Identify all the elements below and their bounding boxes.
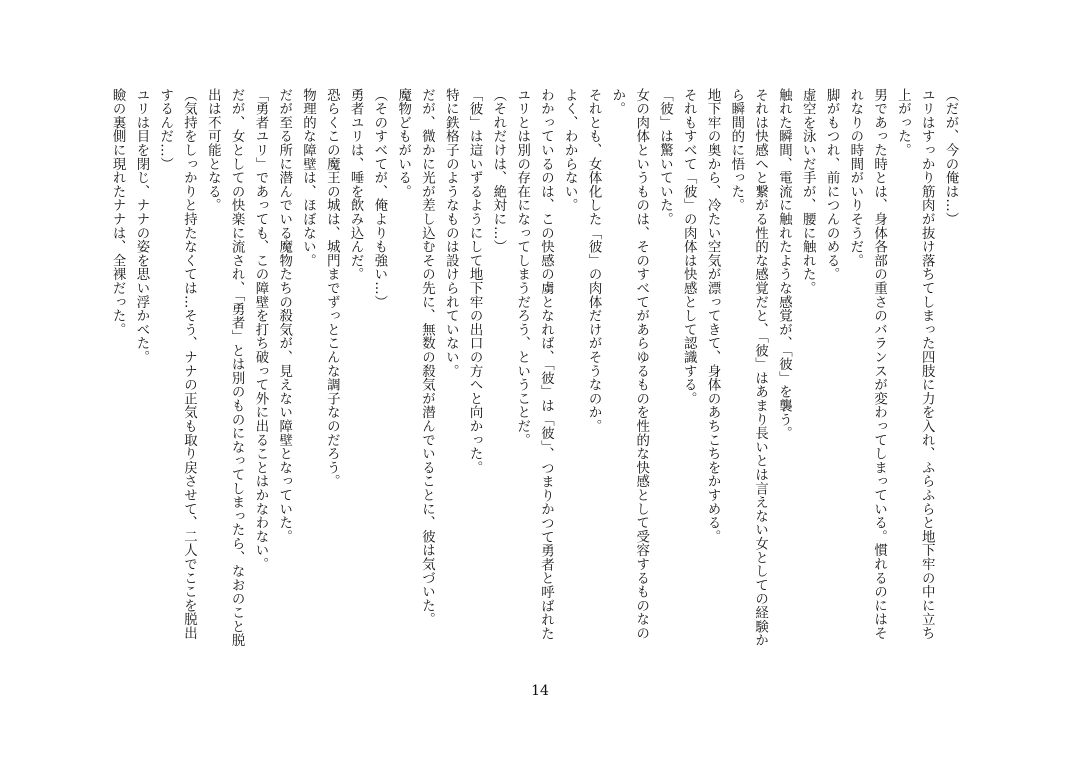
text-line: 上がった。 bbox=[895, 88, 911, 157]
text-line: か。 bbox=[609, 88, 625, 116]
text-line: （それだけは、絶対に…） bbox=[490, 88, 506, 254]
text-line: 地下牢の奥から、冷たい空気が漂ってきて、身体のあちこちをかすめる。 bbox=[705, 88, 721, 544]
text-line: 「勇者ユリ」であっても、この障壁を打ち破って外に出ることはかなわない。 bbox=[252, 88, 268, 571]
text-line: 「彼」は這いずるようにして地下牢の出口の方へと向かった。 bbox=[467, 88, 483, 475]
text-line: 瞼の裏側に現れたナナは、全裸だった。 bbox=[110, 88, 126, 337]
page-number: 14 bbox=[531, 683, 549, 699]
text-line: 脚がもつれ、前につんのめる。 bbox=[824, 88, 840, 282]
text-line: よく、わからない。 bbox=[562, 88, 578, 213]
text-line: ユリは目を閉じ、ナナの姿を思い浮かべた。 bbox=[133, 88, 149, 364]
text-line: （気持をしっかりと持たなくては…そう、ナナの正気も取り戻させて、二人でここを脱出 bbox=[181, 88, 197, 640]
text-line: するんだ…） bbox=[157, 88, 173, 171]
text-line: それとも、女体化した「彼」の肉体だけがそうなのか。 bbox=[586, 88, 602, 433]
text-line: （そのすべてが、俺よりも強い…） bbox=[371, 88, 387, 309]
text-line: だが、女としての快楽に流され、「勇者」とは別のものになってしまったら、なおのこと脱 bbox=[229, 88, 245, 648]
text-line: 虚空を泳いだ手が、腰に触れた。 bbox=[800, 88, 816, 295]
text-line: 物理的な障壁は、ほぼない。 bbox=[300, 88, 316, 268]
text-line: 「彼」は驚いていた。 bbox=[657, 88, 673, 226]
text-line: れなりの時間がいりそうだ。 bbox=[847, 88, 863, 268]
text-line: それもすべて「彼」の肉体は快感として認識する。 bbox=[681, 88, 697, 406]
text-line: ユリはすっかり筋肉が抜け落ちてしまった四肢に力を入れ、ふらふらと地下牢の中に立ち bbox=[919, 88, 935, 640]
text-line: ら瞬間的に悟った。 bbox=[728, 88, 744, 213]
text-line: だが、微かに光が差し込むその先に、無数の殺気が潜んでいることに、彼は気づいた。 bbox=[419, 88, 435, 627]
text-line: わかっているのは、この快感の虜となれば、「彼」は「彼」、つまりかつて勇者と呼ばれた bbox=[538, 88, 554, 641]
text-line: それは快感へと繋がる性的な感覚だと、「彼」はあまり長いとは言えない女としての経験か bbox=[752, 88, 768, 648]
text-line: ユリとは別の存在になってしまうだろう、ということだ。 bbox=[514, 88, 530, 447]
text-line: 特に鉄格子のようなものは設けられていない。 bbox=[443, 88, 459, 378]
text-line: 女の肉体というものは、そのすべてがあらゆるものを性的な快感として受容するものなの bbox=[633, 88, 649, 640]
vertical-text-body bbox=[110, 88, 962, 663]
text-line: 出は不可能となる。 bbox=[205, 88, 221, 213]
text-line: 恐らくこの魔王の城は、城門までずっとこんな調子なのだろう。 bbox=[324, 88, 340, 489]
text-line: （だが、今の俺は…） bbox=[943, 88, 958, 226]
text-line: 男であった時とは、身体各部の重さのバランスが変わってしまっている。慣れるのにはそ bbox=[871, 88, 887, 640]
text-line: だが至る所に潜んでいる魔物たちの殺気が、見えない障壁となっていた。 bbox=[276, 88, 292, 544]
text-line: 魔物どもがいる。 bbox=[395, 88, 411, 199]
text-line: 勇者ユリは、唾を飲み込んだ。 bbox=[348, 88, 364, 282]
text-line: 触れた瞬間、電流に触れたような感覚が、「彼」を襲う。 bbox=[776, 88, 792, 441]
